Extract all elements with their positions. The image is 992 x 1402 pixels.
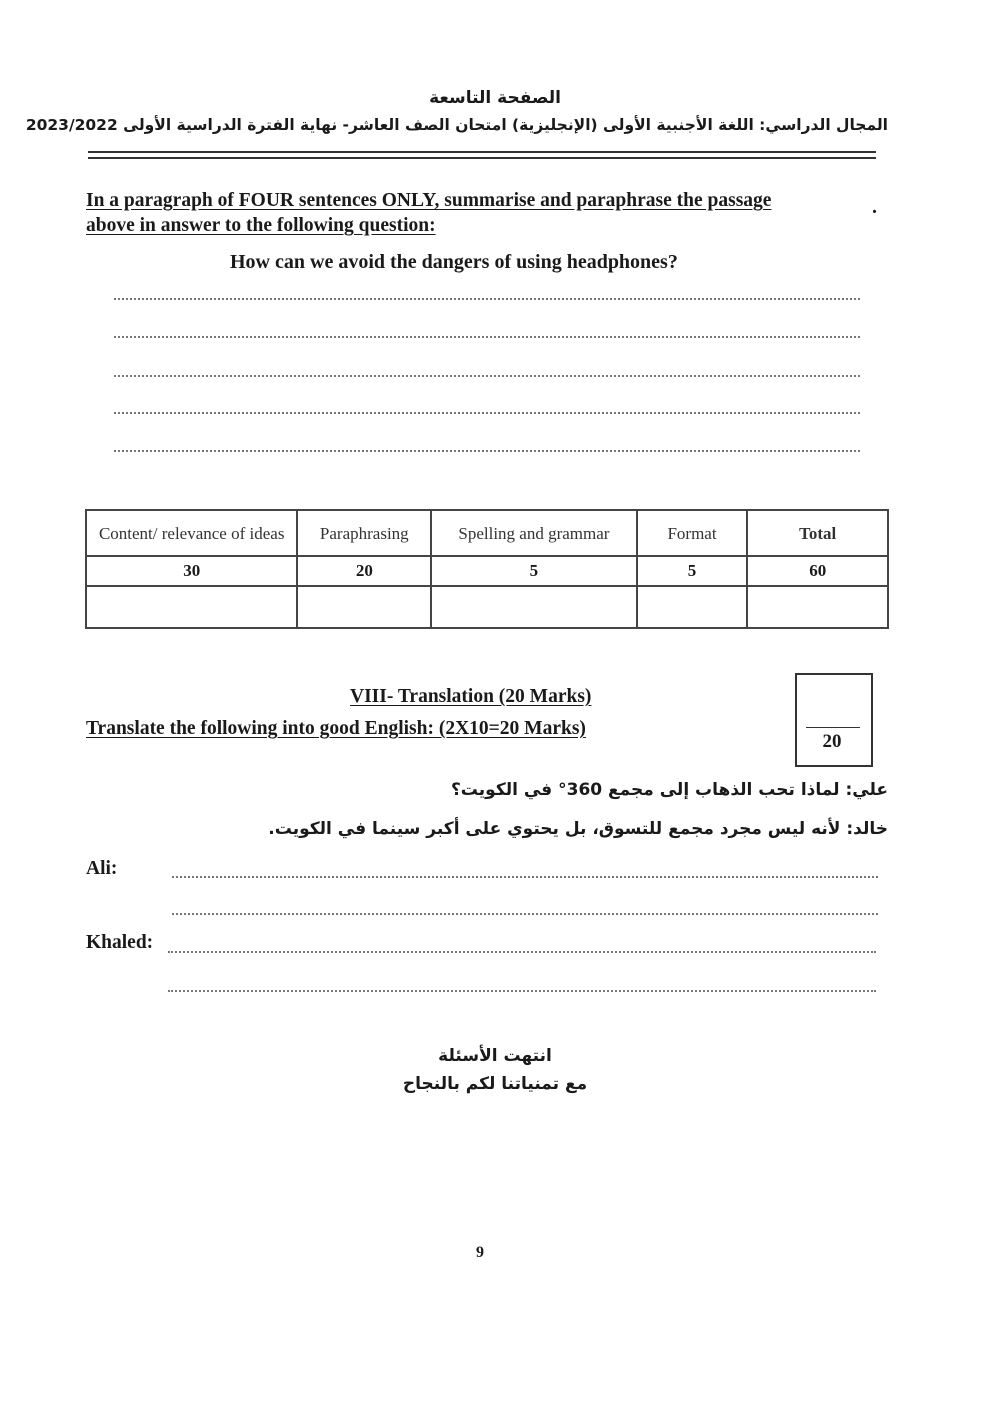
summary-instruction-line1: In a paragraph of FOUR sentences ONLY, summarise and paraphrase the passage <box>86 190 772 211</box>
header-spelling-grammar: Spelling and grammar <box>431 510 636 556</box>
score-cell-content-relevance[interactable] <box>86 586 297 628</box>
score-cell-total[interactable] <box>747 586 888 628</box>
summary-answer-line-1[interactable] <box>114 298 860 300</box>
value-spelling-grammar: 5 <box>431 556 636 586</box>
value-paraphrasing: 20 <box>297 556 431 586</box>
khaled-answer-line-1[interactable] <box>168 951 876 953</box>
score-cell-format[interactable] <box>637 586 748 628</box>
score-cell-spelling-grammar[interactable] <box>431 586 636 628</box>
header-divider-bottom <box>88 157 876 159</box>
summary-answer-line-3[interactable] <box>114 375 860 377</box>
score-cell-paraphrasing[interactable] <box>297 586 431 628</box>
header-content-relevance: Content/ relevance of ideas <box>86 510 297 556</box>
value-total: 60 <box>747 556 888 586</box>
instruction-trailing-mark: . <box>872 196 877 218</box>
summary-question: How can we avoid the dangers of using headphones? <box>230 251 678 273</box>
header-paraphrasing: Paraphrasing <box>297 510 431 556</box>
end-of-questions: انتهت الأسئلة <box>438 1046 552 1066</box>
value-format: 5 <box>637 556 748 586</box>
summary-answer-line-5[interactable] <box>114 450 860 452</box>
summary-answer-line-4[interactable] <box>114 412 860 414</box>
marks-score-row[interactable] <box>86 586 888 628</box>
value-content-relevance: 30 <box>86 556 297 586</box>
summary-answer-line-2[interactable] <box>114 336 860 338</box>
translation-title: VIII- Translation (20 Marks) <box>350 686 592 707</box>
page-number: 9 <box>476 1244 484 1261</box>
score-box-divider <box>806 727 860 728</box>
marks-header-row <box>86 510 888 556</box>
page-title-arabic: الصفحة التاسعة <box>429 88 561 108</box>
marks-table <box>85 509 889 629</box>
arabic-dialogue-ali: علي: لماذا تحب الذهاب إلى مجمع 360° في الكويت؟ <box>450 780 888 800</box>
khaled-answer-line-2[interactable] <box>168 990 876 992</box>
arabic-dialogue-khaled: خالد: لأنه ليس مجرد مجمع للتسوق، بل يحتوي على أكبر سينما في الكويت. <box>268 819 888 839</box>
good-luck-message: مع تمنياتنا لكم بالنجاح <box>402 1074 588 1094</box>
subject-header: المجال الدراسي: اللغة الأجنبية الأولى (الإنجليزية) امتحان الصف العاشر- نهاية الفترة الدراسية الأولى 2023/2022 <box>25 116 888 134</box>
ali-answer-line-1[interactable] <box>172 876 878 878</box>
header-total: Total <box>747 510 888 556</box>
ali-answer-line-2[interactable] <box>172 913 878 915</box>
translation-score-total: 20 <box>822 731 842 752</box>
header-format: Format <box>637 510 748 556</box>
summary-instruction-line2: above in answer to the following question: <box>86 215 436 236</box>
ali-label: Ali: <box>86 858 118 879</box>
marks-values-row <box>86 556 888 586</box>
header-divider-top <box>88 151 876 153</box>
translation-instruction: Translate the following into good English: (2X10=20 Marks) <box>86 718 586 739</box>
khaled-label: Khaled: <box>86 932 154 953</box>
